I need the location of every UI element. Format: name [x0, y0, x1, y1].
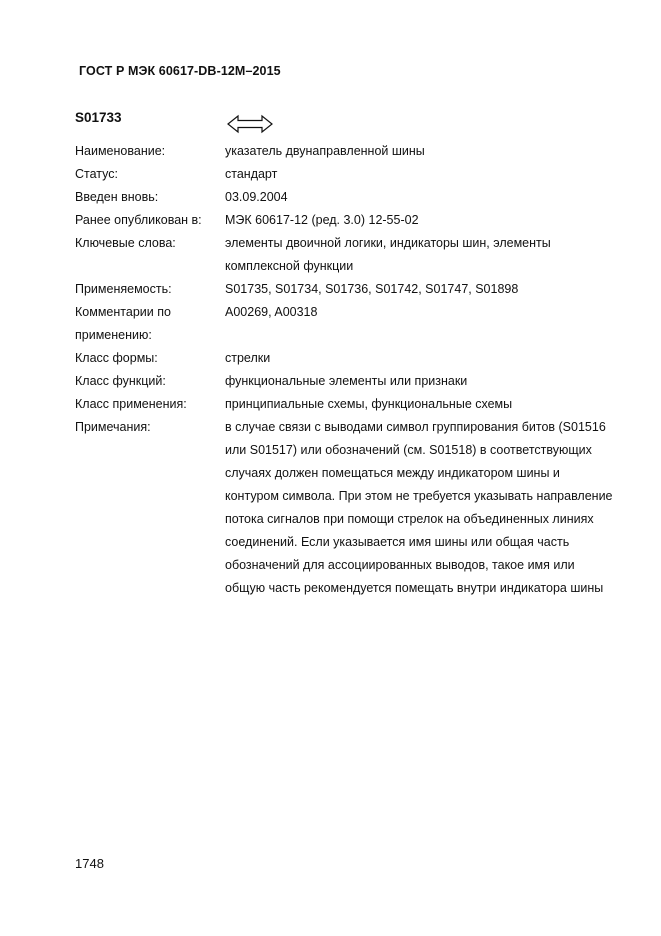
field-value: указатель двунаправленной шины — [225, 144, 425, 158]
field-label: Статус: — [75, 167, 118, 181]
field-value: A00269, A00318 — [225, 305, 318, 319]
field-value: принципиальные схемы, функциональные схемы — [225, 397, 513, 411]
field-row-application-comments — [75, 301, 615, 347]
field-label: Класс формы: — [75, 351, 158, 365]
symbol-fields — [75, 140, 615, 600]
double-headed-arrow-icon — [226, 114, 274, 134]
field-row-notes — [75, 416, 615, 600]
field-label: Класс функций: — [75, 374, 166, 388]
field-label: Ранее опубликован в: — [75, 213, 202, 227]
field-row-introduced — [75, 186, 615, 209]
field-label: Наименование: — [75, 144, 166, 158]
field-row-name — [75, 140, 615, 163]
field-value: функциональные элементы или признаки — [225, 374, 468, 388]
field-row-shape-class — [75, 347, 615, 370]
field-value: в случае связи с выводами символ группирования битов (S01516 или S01517) или обозначений (см. S01518) в соответствующих случаях должен помещаться между индикатором шины и контуром символа. При этом не требуется указывать направление потока сигналов при помощи стрелок на объединенных линиях соединений. Если указывается имя шины или общая часть обозначений для ассоциированных выводов, такое имя или общую часть рекомендуется помещать внутри индикатора шины — [225, 420, 613, 595]
field-row-function-class — [75, 370, 615, 393]
field-row-status — [75, 163, 615, 186]
field-value: МЭК 60617-12 (ред. 3.0) 12-55-02 — [225, 213, 419, 227]
field-label: Комментарии по применению: — [75, 305, 171, 342]
field-row-applicability — [75, 278, 615, 301]
field-row-application-class — [75, 393, 615, 416]
field-label: Ключевые слова: — [75, 236, 176, 250]
field-value: стрелки — [225, 351, 271, 365]
field-label: Применяемость: — [75, 282, 172, 296]
field-value: S01735, S01734, S01736, S01742, S01747, S01898 — [225, 282, 519, 296]
field-label: Класс применения: — [75, 397, 187, 411]
field-row-previously-published — [75, 209, 615, 232]
page-number: 1748 — [75, 856, 104, 871]
field-value: элементы двоичной логики, индикаторы шин, элементы комплексной функции — [225, 236, 551, 273]
symbol-code: S01733 — [75, 110, 122, 125]
document-header-title: ГОСТ Р МЭК 60617-DB-12M–2015 — [79, 64, 281, 78]
field-row-keywords — [75, 232, 615, 278]
field-value: стандарт — [225, 167, 278, 181]
field-value: 03.09.2004 — [225, 190, 288, 204]
field-label: Примечания: — [75, 420, 151, 434]
field-label: Введен вновь: — [75, 190, 159, 204]
